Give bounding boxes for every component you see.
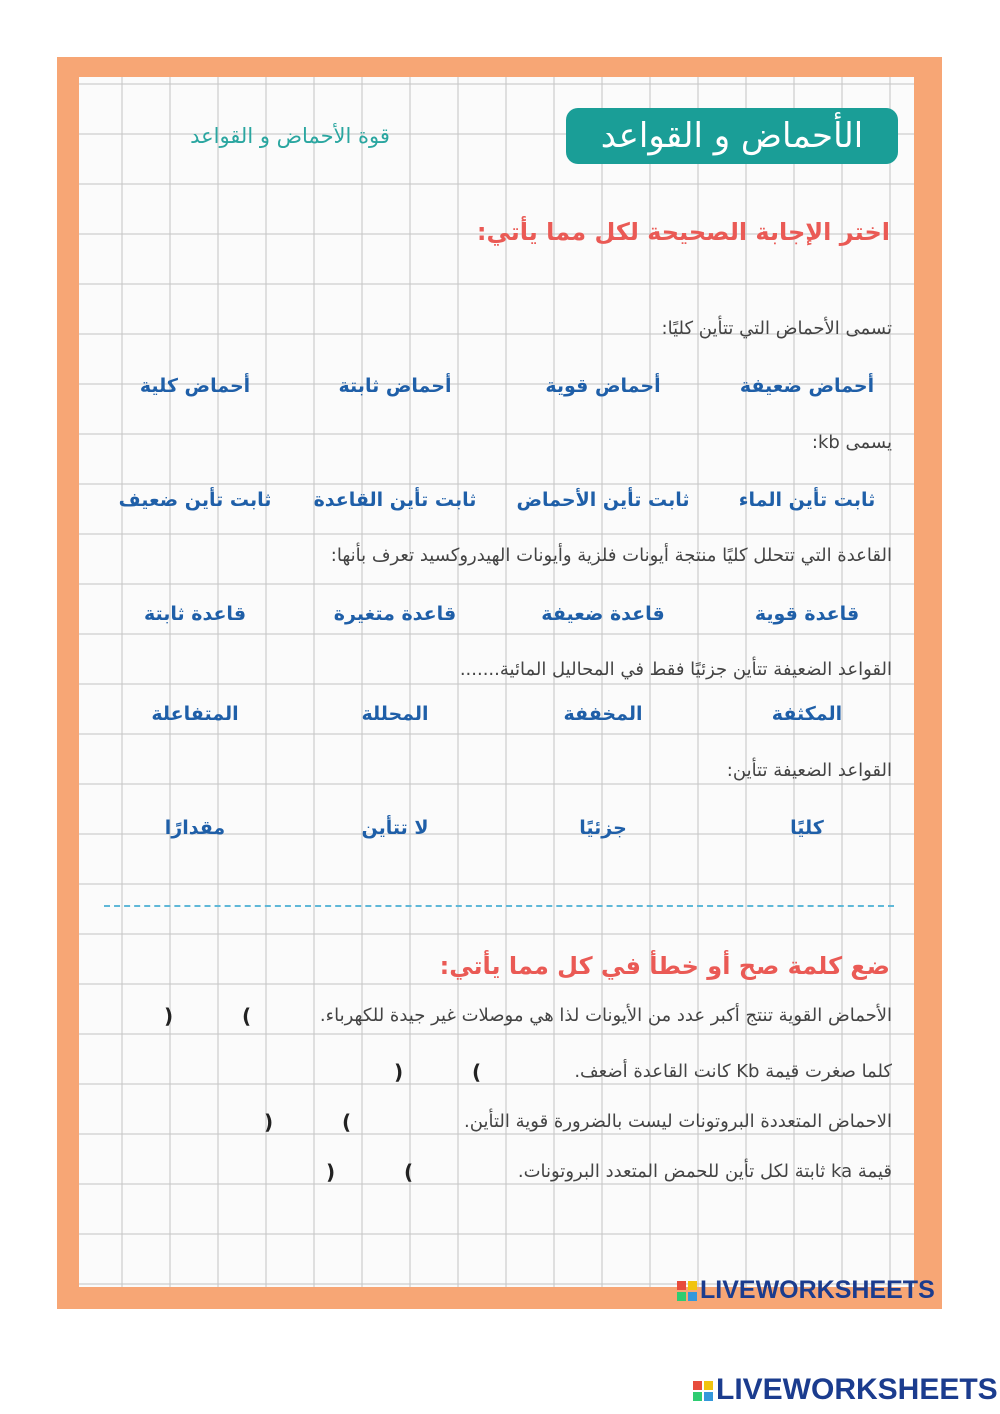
q5-option-4[interactable]: مقدارًا — [164, 817, 226, 839]
q1-option-3[interactable]: أحماض ثابتة — [338, 375, 452, 397]
q5-option-3[interactable]: لا تتأين — [361, 817, 429, 839]
statement-2-answer-input[interactable] — [410, 1060, 472, 1086]
q3-option-3[interactable]: قاعدة متغيرة — [333, 603, 457, 625]
statement-4-open-paren: ( — [404, 1160, 414, 1184]
statement-3-close-paren: ) — [264, 1110, 274, 1134]
statement-1: الأحماض القوية تنتج أكبر عدد من الأيونات لذا هي موصلات غير جيدة للكهرباء. — [319, 1005, 892, 1026]
liveworksheets-brand-text: LIVEWORKSHEETS — [700, 1276, 935, 1304]
statement-1-close-paren: ) — [164, 1004, 174, 1028]
q3-option-2[interactable]: قاعدة ضعيفة — [541, 603, 665, 625]
liveworksheets-brand-text: LIVEWORKSHEETS — [716, 1373, 998, 1406]
q3-option-1[interactable]: قاعدة قوية — [754, 603, 860, 625]
liveworksheets-logo-icon — [692, 1380, 714, 1402]
statement-4-answer-input[interactable] — [342, 1160, 404, 1186]
statement-4-close-paren: ) — [326, 1160, 336, 1184]
q3-option-4[interactable]: قاعدة ثابتة — [143, 603, 247, 625]
statement-2-open-paren: ( — [472, 1060, 482, 1084]
question-4: القواعد الضعيفة تتأين جزئيًا فقط في المحاليل المائية....... — [459, 659, 892, 680]
statement-3-open-paren: ( — [342, 1110, 352, 1134]
liveworksheets-logo-footer — [692, 1373, 998, 1407]
q1-option-2[interactable]: أحماض قوية — [545, 375, 661, 397]
question-1-options — [95, 366, 915, 406]
page-title-banner: الأحماض و القواعد — [566, 108, 898, 164]
statement-row-1 — [82, 1000, 892, 1032]
question-2: يسمى kb: — [811, 432, 892, 453]
section2-title: ضع كلمة صح أو خطأ في كل مما يأتي: — [439, 952, 890, 980]
statement-row-4 — [324, 1156, 892, 1188]
statement-1-answer-input[interactable] — [180, 1004, 242, 1030]
q5-option-2[interactable]: جزئيًا — [579, 817, 627, 839]
section-divider — [104, 905, 894, 907]
q2-option-4[interactable]: ثابت تأين ضعيف — [118, 489, 272, 511]
q4-option-1[interactable]: المكثفة — [771, 703, 843, 725]
statement-1-open-paren: ( — [242, 1004, 252, 1028]
question-3: القاعدة التي تتحلل كليًا منتجة أيونات فلزية وأيونات الهيدروكسيد تعرف بأنها: — [330, 545, 892, 566]
q4-option-2[interactable]: المخففة — [563, 703, 643, 725]
q4-option-4[interactable]: المتفاعلة — [151, 703, 239, 725]
q1-option-4[interactable]: أحماض كلية — [139, 375, 251, 397]
question-3-options — [95, 594, 915, 634]
question-2-options — [95, 480, 915, 520]
statement-2-close-paren: ) — [394, 1060, 404, 1084]
question-5: القواعد الضعيفة تتأين: — [726, 760, 892, 781]
question-5-options — [95, 808, 915, 848]
q5-option-1[interactable]: كليًا — [790, 817, 824, 839]
q2-option-1[interactable]: ثابت تأين الماء — [738, 489, 876, 511]
statement-2: كلما صغرت قيمة Kb كانت القاعدة أضعف. — [574, 1061, 892, 1082]
liveworksheets-logo-small — [676, 1276, 935, 1305]
q4-option-3[interactable]: المحللة — [361, 703, 429, 725]
statement-row-2 — [392, 1056, 892, 1088]
question-4-options — [95, 694, 915, 734]
statement-3: الاحماض المتعددة البروتونات ليست بالضرورة قوية التأين. — [464, 1111, 892, 1132]
question-1: تسمى الأحماض التي تتأين كليًا: — [661, 318, 892, 339]
section1-title: اختر الإجابة الصحيحة لكل مما يأتي: — [476, 218, 890, 246]
liveworksheets-logo-icon — [676, 1280, 698, 1302]
q2-option-3[interactable]: ثابت تأين القاعدة — [313, 489, 477, 511]
statement-row-3 — [264, 1106, 892, 1138]
q1-option-1[interactable]: أحماض ضعيفة — [739, 375, 875, 397]
q2-option-2[interactable]: ثابت تأين الأحماض — [516, 489, 690, 511]
statement-3-answer-input[interactable] — [280, 1110, 342, 1136]
statement-4: قيمة ka ثابتة لكل تأين للحمض المتعدد البروتونات. — [517, 1161, 892, 1182]
page-subtitle: قوة الأحماض و القواعد — [190, 124, 390, 148]
